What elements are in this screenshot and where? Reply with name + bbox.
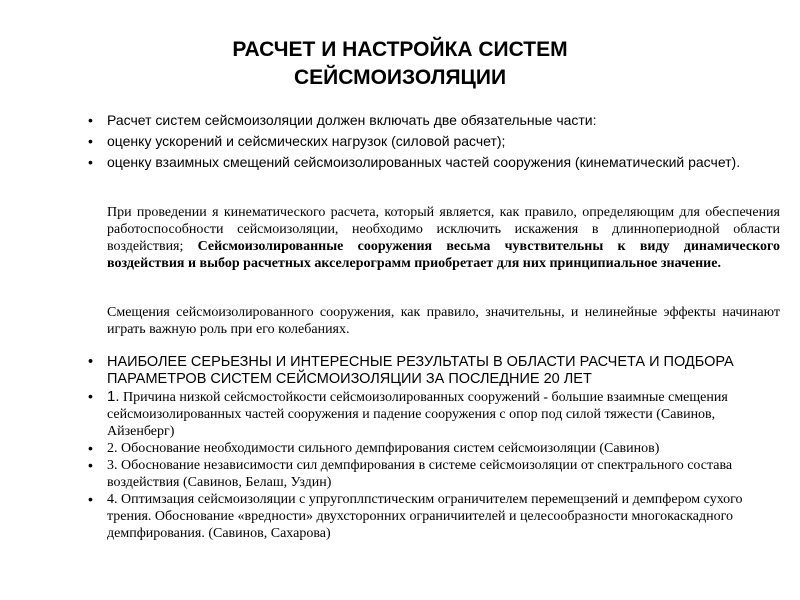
result-item: • 2. Обоснование необходимости сильного демпфирования систем сейсмоизоляции (Савинов)	[107, 440, 780, 457]
paragraph-kinematic	[107, 204, 780, 272]
results-list	[107, 354, 780, 542]
bullet-item: • оценку ускорений и сейсмических нагрузок (силовой расчет);	[107, 131, 780, 152]
title-line-2: СЕЙСМОИЗОЛЯЦИИ	[293, 66, 507, 89]
result-item: • 4. Оптимзация сейсмоизоляции с упругоплпстическим ограничителем перемещзений и демпфером сухого трения. Обоснование «вредности» двухсторонних ограничиителей и целесообразности многокаскадного демпфирования. (Савинов, Сахарова)	[107, 491, 780, 542]
paragraph-displacements: Смещения сейсмоизолированного сооружения, как правило, значительны, и нелинейные эффекты начинают играть важную роль при его колебаниях.	[107, 305, 780, 337]
bullet-list	[107, 110, 780, 173]
bullet-item: • Расчет систем сейсмоизоляции должен включать две обязательные части:	[107, 110, 780, 131]
result-number: 1.	[107, 388, 120, 405]
result-item: • 3. Обоснование независимости сил демпфирования в системе сейсмоизоляции от спектрального состава воздействия (Савинов, Белаш, Уздин)	[107, 457, 780, 491]
result-text: Причина низкой сейсмостойкости сейсмоизолированных сооружений - большие взаимные смещения сейсмоизолированных частей сооружения и падение сооружения с опор под силой тяжести (Савинов, Айзенберг)	[107, 390, 728, 439]
paragraph-bold-text: Сейсмоизолированные сооружения весьма чувствительны к виду динамического воздействия и выбор расчетных акселерограмм приобретает для них принципиальное значение.	[107, 239, 780, 271]
slide-title	[0, 36, 800, 92]
result-item	[107, 388, 780, 440]
title-line-1: РАСЧЕТ И НАСТРОЙКА СИСТЕМ	[232, 38, 568, 61]
paragraph-text: При проведении я кинематического расчета, который является, как правило, определяющим для обеспечения работоспособности сейсмоизоляции, необходимо исключить искажения в длиннопериодной области воздействия;	[107, 205, 780, 254]
bullet-item: • оценку взаимных смещений сейсмоизолированных частей сооружения (кинематический расчет).	[107, 152, 780, 173]
results-heading: • НАИБОЛЕЕ СЕРЬЕЗНЫ И ИНТЕРЕСНЫЕ РЕЗУЛЬТАТЫ В ОБЛАСТИ РАСЧЕТА И ПОДБОРА ПАРАМЕТРОВ СИСТЕМ СЕЙСМОИЗОЛЯЦИИ ЗА ПОСЛЕДНИЕ 20 ЛЕТ	[107, 354, 780, 388]
